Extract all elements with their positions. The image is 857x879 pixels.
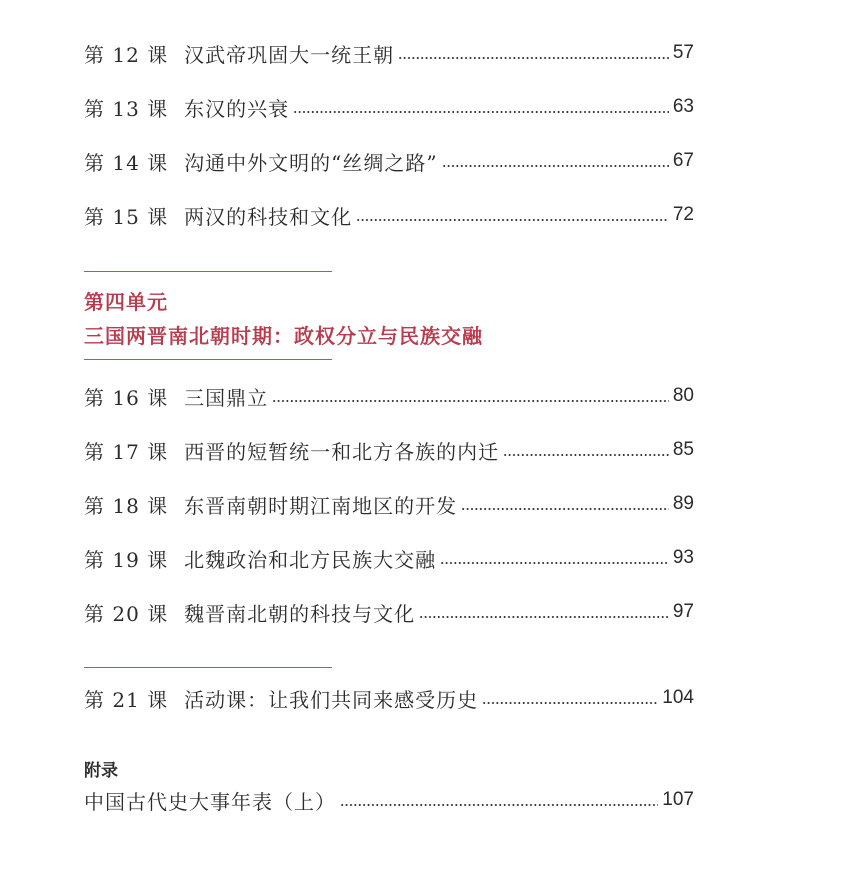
lesson-number: 第 13 课: [84, 96, 169, 121]
dot-leader: [482, 702, 658, 704]
dot-leader: [398, 57, 669, 59]
lesson-title: 沟通中外文明的“丝绸之路”: [184, 150, 438, 175]
lesson-number: 第 21 课: [84, 687, 169, 712]
lesson-number: 第 19 课: [84, 547, 169, 572]
lesson-title: 东晋南朝时期江南地区的开发: [184, 493, 458, 518]
dot-leader: [461, 508, 669, 510]
page-number: 97: [672, 601, 694, 622]
lesson-number: 第 15 课: [84, 204, 169, 229]
lesson-number: 第 16 课: [84, 385, 169, 410]
toc-entry-lesson-14[interactable]: [84, 146, 694, 176]
page-number: 104: [662, 687, 694, 708]
dot-leader: [503, 454, 669, 456]
toc-entry-lesson-12[interactable]: [84, 38, 694, 68]
toc-entry-lesson-19[interactable]: [84, 543, 694, 573]
page-number: 107: [662, 789, 694, 810]
lesson-number: 第 12 课: [84, 42, 169, 67]
page-number: 89: [672, 493, 694, 514]
dot-leader: [419, 616, 669, 618]
page-number: 80: [672, 385, 694, 406]
page-number: 93: [672, 547, 694, 568]
page-number: 63: [672, 96, 694, 117]
toc-entry-lesson-20[interactable]: [84, 597, 694, 627]
page-number: 72: [672, 204, 694, 225]
lesson-title: 西晋的短暂统一和北方各族的内迁: [184, 439, 500, 464]
dot-leader: [293, 111, 669, 113]
toc-entry-lesson-15[interactable]: [84, 200, 694, 230]
lesson-number: 第 14 课: [84, 150, 169, 175]
lesson-title: 北魏政治和北方民族大交融: [184, 547, 437, 572]
unit-label: 第四单元: [84, 290, 168, 314]
toc-entry-lesson-13[interactable]: [84, 92, 694, 122]
lesson-title: 两汉的科技和文化: [184, 204, 353, 229]
unit-title: 三国两晋南北朝时期：政权分立与民族交融: [84, 324, 483, 348]
lesson-number: 第 17 课: [84, 439, 169, 464]
lesson-number: 第 18 课: [84, 493, 169, 518]
dot-leader: [442, 165, 669, 167]
toc-entry-lesson-21[interactable]: [84, 683, 694, 713]
toc-entry-lesson-18[interactable]: [84, 489, 694, 519]
unit-bottom-divider: [84, 359, 332, 360]
page-number: 85: [672, 439, 694, 460]
toc-entry-lesson-16[interactable]: [84, 381, 694, 411]
toc-entry-lesson-17[interactable]: [84, 435, 694, 465]
lesson-title: 汉武帝巩固大一统王朝: [184, 42, 395, 67]
toc-entry-appendix[interactable]: [84, 785, 694, 815]
lesson-title: 三国鼎立: [184, 385, 269, 410]
activity-divider: [84, 667, 332, 668]
lesson-title: 活动课：让我们共同来感受历史: [184, 687, 479, 712]
lesson-number: 第 20 课: [84, 601, 169, 626]
appendix-title: 中国古代史大事年表（上）: [84, 789, 336, 814]
dot-leader: [440, 562, 669, 564]
lesson-title: 魏晋南北朝的科技与文化: [184, 601, 416, 626]
dot-leader: [272, 400, 669, 402]
page-number: 67: [672, 150, 694, 171]
appendix-heading: 附录: [84, 761, 118, 781]
page-number: 57: [672, 42, 694, 63]
unit-top-divider: [84, 271, 332, 272]
dot-leader: [340, 804, 658, 806]
lesson-title: 东汉的兴衰: [184, 96, 290, 121]
dot-leader: [356, 219, 669, 221]
